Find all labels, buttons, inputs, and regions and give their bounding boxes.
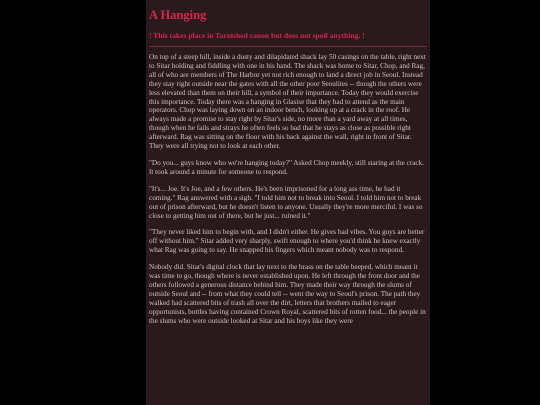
paragraph: "Do you... guys know who we're hanging today?" Asked Chop meekly, still staring at the crack. It took around a minute for someone to respond.: [149, 158, 424, 176]
paragraph: "They never liked him to begin with, and I didn't either. He gives bad vibes. You guys are better off without him." Sitar added very sharply, swift enough to where you'd think he knew exactly what Rag was going to say. He snapped his fingers which meant nobody was to respond.: [149, 228, 425, 255]
paragraph: On top of a steep hill, inside a dusty and dilapidated shack lay 50 casings on the table, right next to Sitar holding and fiddling with one in his hand. The shack was home to Sitar, Chop, and Rag, all of who are members of The Harbor yet not rich enough to land a direct job in Seoul. Instead they stay right outside near the gates with all the other poor Seoulites -- though the others were less elevated than them on their hill, a symbol of their importance. Today they would exercise this importance. Today there was a hanging in Glasise that they had to attend as the main operators. Chop was laying down on an indoor bench, looking up at a crack in the roof. He always made a promise to stay right by Sitar's side, no more than a yard away at all times, though when he fails and strays he often feels so bad that he stays as close as possible right afterward. Rag was sitting on the floor with his back against the wall, right in front of Sitar. They were all trying not to look at each other.: [149, 53, 426, 151]
paragraph: Nobody did. Sitar's digital clock that lay next to the brass on the table beeped, which meant it was time to go, though where is never established upon. He left through the front door and the others followed a generous distance behind him. They made their way through the slums of outside Seoul and -- from what they could tell -- went the way to Seoul's prison. The path they walked had scattered bits of trash all over the dirt, letters that brothers mailed to eager opportunists, bottles having contained Crown Royal, scattered bits of rotten food... the people in the slums who were outside looked at Sitar and his boys like they were: [149, 263, 426, 325]
article-body: [149, 53, 427, 325]
content-column: [146, 0, 430, 405]
paragraph: "It's... Joe. It's Joe, and a few others. He's been imprisoned for a long ass time, he had it coming." Rag answered with a sigh. "I told him not to break into Seoul. I told him not to break out of prison afterward, but he doesn't listen to anyone. Usually they're more merciful. I was so close to getting him out of there, but he just... ruined it.": [149, 184, 423, 220]
divider: [149, 46, 427, 47]
article: [146, 0, 430, 325]
article-title: A Hanging: [149, 8, 207, 22]
spoiler-notice: ! This takes place in Tarnished canon but does not spoil anything. !: [149, 31, 365, 40]
